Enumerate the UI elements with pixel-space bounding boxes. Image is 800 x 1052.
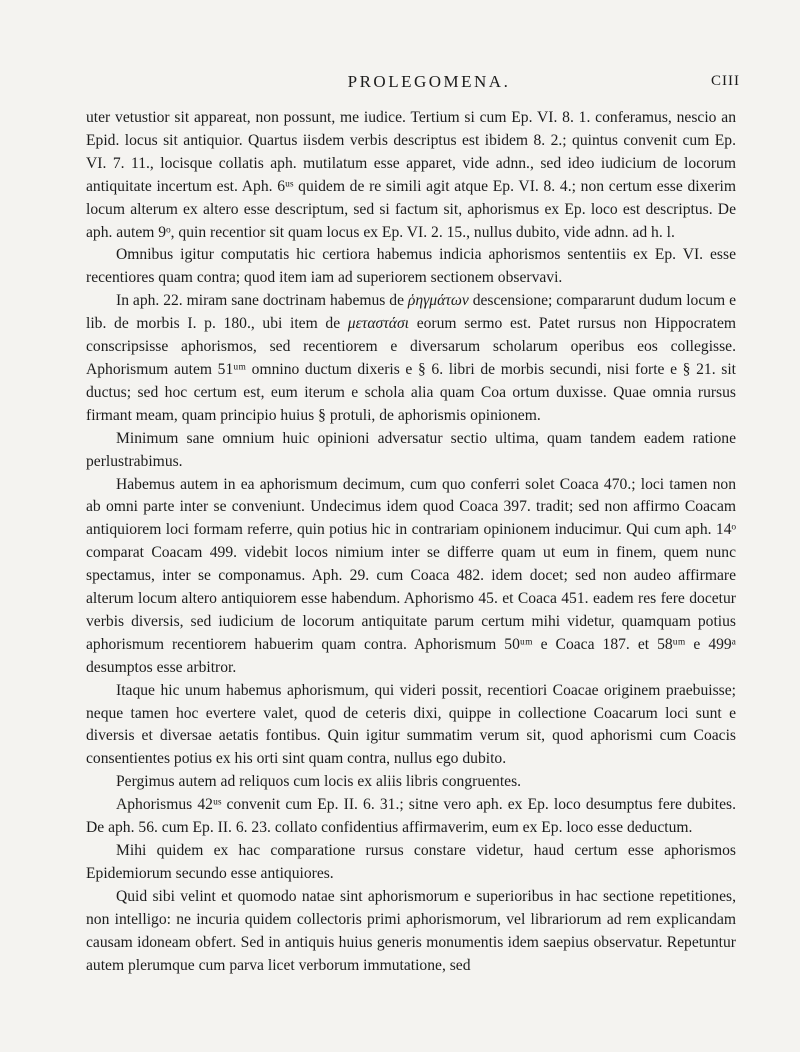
paragraph: Pergimus autem ad reliquos cum locis ex aliis libris congruentes. [116, 773, 522, 791]
paragraph [86, 290, 736, 427]
greek-term: μεταστάσι [347, 315, 410, 333]
paragraph: Minimum sane omnium huic opinioni adversatur sectio ultima, quam tandem eadem ratione perlustrabimus. [86, 429, 736, 470]
paragraph: Quid sibi velint et quomodo natae sint aphorismorum e superioribus in hac sectione repetitiones, non intelligo: ne incuria quidem collectoris primi aphorismorum, vel librariorum ad rem explicandam causam idoneam obfert. Sed in antiquis huius generis monumentis idem saepius observatur. Repetuntur autem plerumque cum parva licet verborum immutatione, sed [86, 887, 736, 974]
running-title: PROLEGOMENA. [347, 72, 511, 91]
paragraph: Itaque hic unum habemus aphorismum, qui videri possit, recentiori Coacae originem praebuisse; neque tamen hoc evertere valet, quod de ceteris dixi, quippe in collectione Coacarum loci sunt e diversis et diversae aetatis fontibus. Quin igitur summatim verum sit, quod aphorismi cum Coacis consentientes potius ex his orti sint quam contra, nullus ego dubito. [86, 681, 736, 768]
paragraph: Aphorismus 42ᵘˢ convenit cum Ep. II. 6. 31.; sitne vero aph. ex Ep. loco desumptus fere dubites. De aph. 56. cum Ep. II. 6. 23. collato confidentius affirmaverim, eum ex Ep. loco esse deductum. [86, 796, 736, 837]
paragraph: Omnibus igitur computatis hic certiora habemus indicia aphorismos sententiis ex Ep. VI. esse recentiores quam contra; quod item iam ad superiorem sectionem observavi. [86, 246, 736, 287]
greek-term: ῥηγμάτων [407, 292, 469, 310]
page-number: CIII [711, 73, 740, 89]
page-header [118, 72, 740, 94]
paragraph-text: eorum sermo est. Patet rursus non Hippocratem conscripsisse aphorismos, sed recentiorem e diversarum scholarum operibus eos collegisse. Aphorismum autem 51ᵘᵐ omnino ductum dixeris e § 6. libri de morbis secundi, nisi forte e § 21. sit ductus; sed hoc certum est, eum iterum e schola alia quam Coa ortum duxisse. Quae omnia rursus firmant meam, quam principio huius § protuli, de aphorismis opinionem. [86, 315, 736, 424]
paragraph: Mihi quidem ex hac comparatione rursus constare videtur, haud certum esse aphorismos Epidemiorum secundo esse antiquiores. [86, 842, 736, 882]
paragraph-text: descensione; compararunt dudum locum e lib. de morbis I. p. 180., ubi item de [86, 292, 736, 333]
paragraph: uter vetustior sit appareat, non possunt, me iudice. Tertium si cum Ep. VI. 8. 1. conferamus, nescio an Epid. locus sit antiquior. Quartus iisdem verbis descriptus est ibidem 8. 2.; quintus convenit cum Ep. VI. 7. 11., locisque collatis aph. mutilatum esse apparet, vide adnn., sed ideo iudicium de locorum antiquitate incertum est. Aph. 6ᵘˢ quidem de re simili agit atque Ep. VI. 8. 4.; non certum esse dixerim locum alterum ex altero esse descriptum, sed si factum sit, aphorismus ex Ep. loco est descriptus. De aph. autem 9ᵒ, quin recentior sit quam locus ex Ep. VI. 2. 15., nullus dubito, vide adnn. ad h. l. [86, 109, 736, 241]
body-text [86, 107, 736, 977]
paragraph-text: In aph. 22. miram sane doctrinam habemus de [116, 292, 408, 310]
paragraph: Habemus autem in ea aphorismum decimum, cum quo conferri solet Coaca 470.; loci tamen non ab omni parte inter se conveniunt. Undecimus idem quod Coaca 397. tradit; sed non affirmo Coacam antiquiorem loci formam referre, quin potius hic in contrariam opinionem inducimur. Qui cum aph. 14ᵒ comparat Coacam 499. videbit locos nimium inter se differre quam ut eum in finem, quem nunc spectamus, inter se componamus. Aph. 29. cum Coaca 482. idem docet; sed non audeo affirmare alterum locum altero antiquiorem esse habendum. Aphorismo 45. et Coaca 451. eadem res fere docetur verbis diversis, sed iudicium de locorum antiquitate parum certum mihi videtur, quamquam potius aphorismum recentiorem habuerim quam contra. Aphorismum 50ᵘᵐ e Coaca 187. et 58ᵘᵐ e 499ᵃ desumptos esse arbitror. [86, 475, 736, 676]
